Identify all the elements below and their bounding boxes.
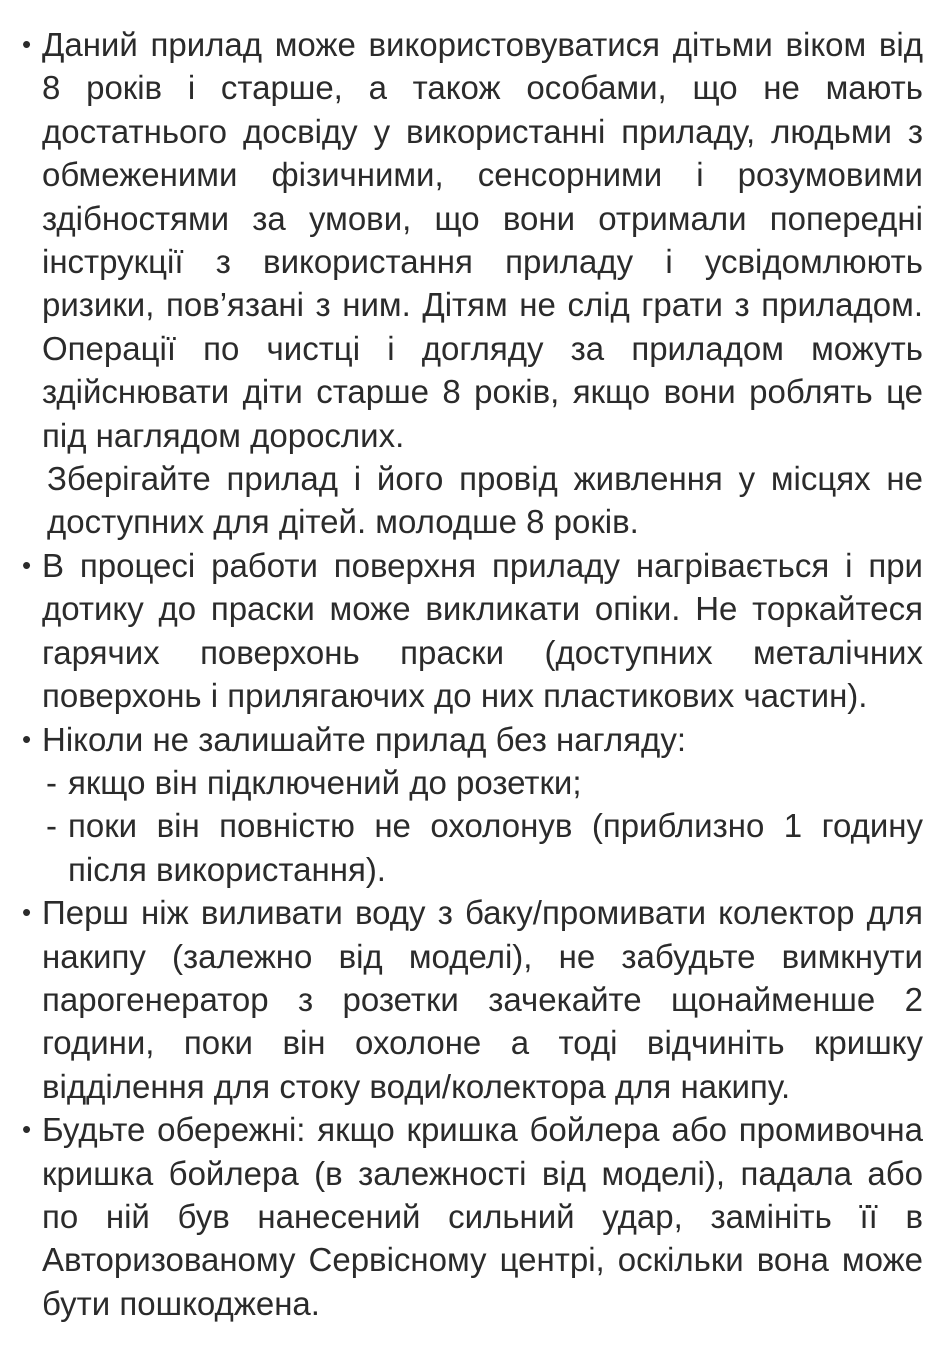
bullet-icon: • <box>22 1114 32 1145</box>
bullet-icon: • <box>22 723 32 754</box>
sub-item-text: поки він повністю не охолонув (приблизно 1 годину після використання). <box>68 807 923 888</box>
paragraph: Зберігайте прилад і його провід живлення у місцях не доступних для дітей. молодше 8 років. <box>47 460 923 541</box>
bullet-icon: • <box>22 29 32 59</box>
bullet-icon: • <box>22 549 32 580</box>
dash-icon: - <box>46 807 57 845</box>
paragraph: Ніколи не залишайте прилад без нагляду: <box>42 720 686 758</box>
paragraph: Будьте обережні: якщо кришка бойлера або промивочна кришка бойлера (в залежності від моделі), падала або по ній був нанесений сильний удар, замініть її в Авторизованому Сервісному центрі, оскільки вона може бути пошкоджена. <box>42 1111 923 1322</box>
sub-item <box>42 761 923 804</box>
list-item-boiler-cap <box>20 1108 923 1325</box>
paragraph: В процесі работи поверхня приладу нагрівається і при дотику до праски може викликати опіки. Не торкайтеся гарячих поверхонь праски (доступних металічних поверхонь і прилягаючих до них пластикових частин). <box>42 546 923 715</box>
dash-icon: - <box>46 763 57 801</box>
bullet-icon: • <box>22 897 32 928</box>
sub-item <box>42 804 923 891</box>
list-item-hot-surface <box>20 544 923 718</box>
paragraph: Перш ніж виливати воду з баку/промивати колектор для накипу (залежно від моделі), не забудьте вимкнути парогенератор з розетки зачекайте щонайменше 2 години, поки він охолоне а тоді відчиніть кришку відділення для стоку води/колектора для накипу. <box>42 894 923 1105</box>
list-item-never-unattended <box>20 718 923 892</box>
list-item-drain-water <box>20 891 923 1108</box>
list-item-children-safety <box>20 23 923 544</box>
paragraph: Даний прилад може використовуватися дітьми віком від 8 років і старше, а також особами, що не мають достатнього досвіду у використанні приладу, людьми з обмеженими фізичними, сенсорними і розумовими здібностями за умови, що вони отримали попередні інструкції з використання приладу і усвідомлюють ризики, пов’язані з ним. Дітям не слід грати з приладом. Операції по чистці і догляду за приладом можуть здійснювати діти старше 8 років, якщо вони роблять це під наглядом дорослих. <box>42 26 923 454</box>
sub-item-text: якщо він підключений до розетки; <box>68 763 582 801</box>
